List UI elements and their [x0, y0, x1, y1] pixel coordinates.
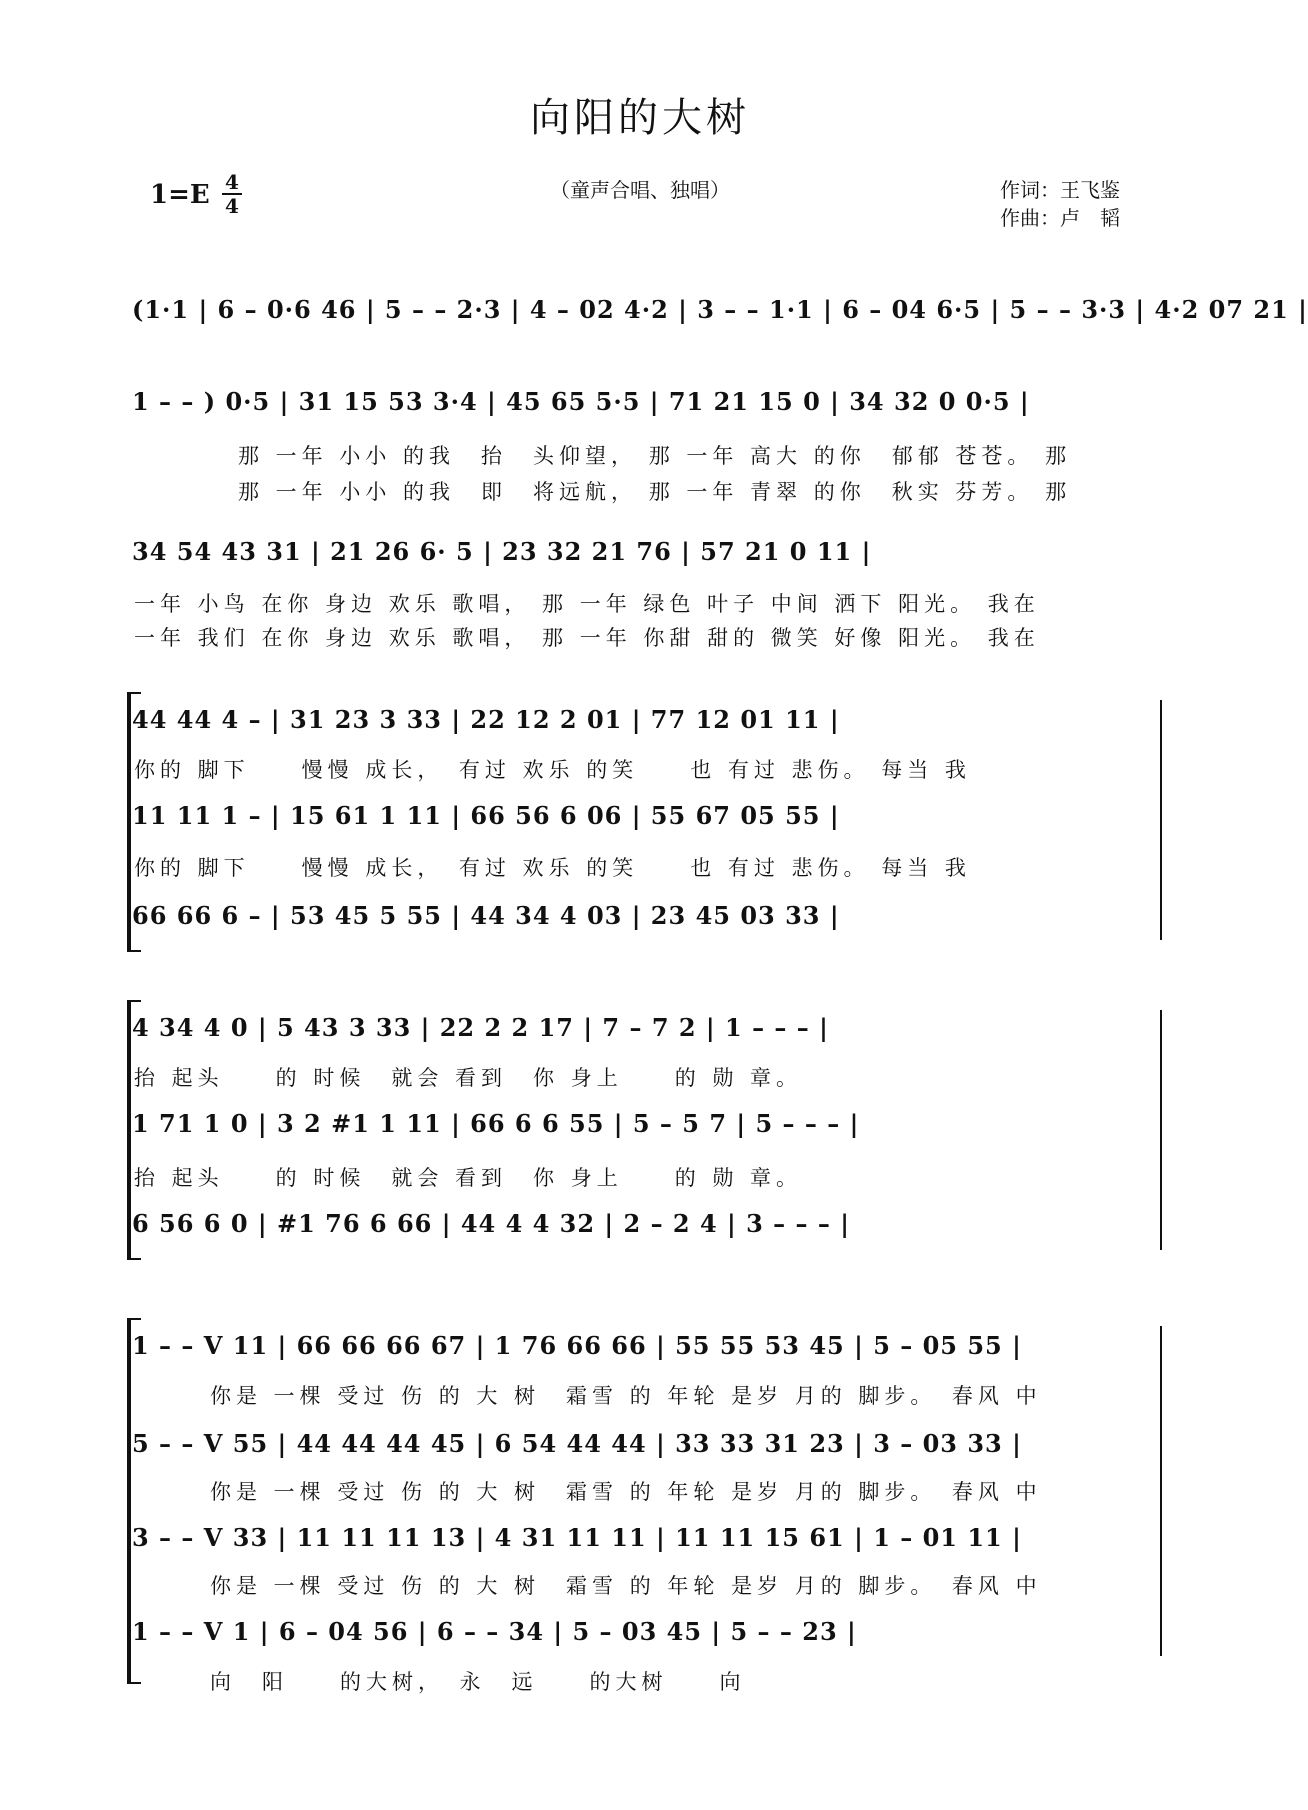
staff-alto — [132, 1424, 1162, 1470]
staff-bass — [132, 1612, 1162, 1658]
lyric: 向 阳 的大树， 永 远 的大树 向 — [210, 1670, 746, 1694]
jianpu-notes: 66 66 6 – | 53 45 5 55 | 44 34 4 03 | 23 45 03 33 | — [132, 901, 840, 930]
staff-soprano — [132, 700, 1162, 746]
key-signature: 1=E — [150, 180, 210, 210]
jianpu-notes: 44 44 4 – | 31 23 3 33 | 22 12 2 01 | 77 12 01 11 | — [132, 705, 840, 734]
song-title: 向阳的大树 — [530, 95, 750, 141]
jianpu-notes: 1 – – V 1 | 6 – 04 56 | 6 – – 34 | 5 – 03 45 | 5 – – 23 | — [132, 1617, 857, 1646]
staff-soprano — [132, 1326, 1162, 1372]
jianpu-notes: 3 – – V 33 | 11 11 11 13 | 4 31 11 11 | 11 11 15 61 | 1 – 01 11 | — [132, 1523, 1022, 1552]
jianpu-notes: (1·1 | 6 – 0·6 46 | 5 – – 2·3 | 4 – 02 4·2 | 3 – – 1·1 | 6 – 04 6·5 | 5 – – 3·3 | 4·2 07 21 | — [132, 295, 1308, 324]
credits — [1000, 176, 1120, 232]
staff-alto — [132, 796, 1162, 842]
jianpu-notes: 1 – – V 11 | 66 66 66 67 | 1 76 66 66 | 55 55 53 45 | 5 – 05 55 | — [132, 1331, 1022, 1360]
lyric: 你的 脚下 慢慢 成长， 有过 欢乐 的笑 也 有过 悲伤。 每当 我 — [134, 856, 971, 880]
lyric: 你是 一棵 受过 伤 的 大 树 霜雪 的 年轮 是岁 月的 脚步。 春风 中 — [210, 1480, 1042, 1504]
music-line-intro — [132, 290, 1308, 336]
lyric: 抬 起头 的 时候 就会 看到 你 身上 的 勋 章。 — [134, 1166, 803, 1190]
jianpu-notes: 1 – – ) 0·5 | 31 15 53 3·4 | 45 65 5·5 | 71 21 15 0 | 34 32 0 0·5 | — [132, 387, 1030, 416]
performance-note: （童声合唱、独唱） — [550, 178, 730, 202]
jianpu-notes: 4 34 4 0 | 5 43 3 33 | 22 2 2 17 | 7 – 7 2 | 1 – – – | — [132, 1013, 829, 1042]
lyric: 你是 一棵 受过 伤 的 大 树 霜雪 的 年轮 是岁 月的 脚步。 春风 中 — [210, 1574, 1042, 1598]
music-line-verse-a — [132, 382, 1162, 428]
jianpu-notes: 5 – – V 55 | 44 44 44 45 | 6 54 44 44 | 33 33 31 23 | 3 – 03 33 | — [132, 1429, 1022, 1458]
lyric: 你是 一棵 受过 伤 的 大 树 霜雪 的 年轮 是岁 月的 脚步。 春风 中 — [210, 1384, 1042, 1408]
lyricist: 作词：王飞鉴 — [1000, 178, 1120, 202]
composer: 作曲：卢 韬 — [1000, 206, 1120, 230]
staff-low — [132, 896, 1162, 942]
lyric: 你的 脚下 慢慢 成长， 有过 欢乐 的笑 也 有过 悲伤。 每当 我 — [134, 758, 971, 782]
lyric-verse-2: 一年 我们 在你 身边 欢乐 歌唱， 那 一年 你甜 甜的 微笑 好像 阳光。 我在 — [134, 626, 1040, 650]
staff-soprano — [132, 1008, 1162, 1054]
lyric-verse-1: 那 一年 小小 的我 抬 头仰望， 那 一年 高大 的你 郁郁 苍苍。 那 — [238, 444, 1072, 468]
jianpu-notes: 34 54 43 31 | 21 26 6· 5 | 23 32 21 76 | 57 21 0 11 | — [132, 537, 872, 566]
staff-low — [132, 1204, 1162, 1250]
jianpu-notes: 1 71 1 0 | 3 2 #1 1 11 | 66 6 6 55 | 5 – 5 7 | 5 – – – | — [132, 1109, 860, 1138]
jianpu-notes: 6 56 6 0 | #1 76 6 66 | 44 4 4 32 | 2 – 2 4 | 3 – – – | — [132, 1209, 850, 1238]
staff-alto — [132, 1104, 1162, 1150]
lyric-verse-2: 那 一年 小小 的我 即 将远航， 那 一年 青翠 的你 秋实 芬芳。 那 — [238, 480, 1072, 504]
time-signature-bottom: 4 — [225, 194, 239, 218]
lyric: 抬 起头 的 时候 就会 看到 你 身上 的 勋 章。 — [134, 1066, 803, 1090]
lyric-verse-1: 一年 小鸟 在你 身边 欢乐 歌唱， 那 一年 绿色 叶子 中间 洒下 阳光。 我在 — [134, 592, 1040, 616]
staff-tenor — [132, 1518, 1162, 1564]
jianpu-notes: 11 11 1 – | 15 61 1 11 | 66 56 6 06 | 55 67 05 55 | — [132, 801, 840, 830]
time-signature-top: 4 — [225, 170, 239, 194]
music-line-verse-b — [132, 532, 1162, 578]
